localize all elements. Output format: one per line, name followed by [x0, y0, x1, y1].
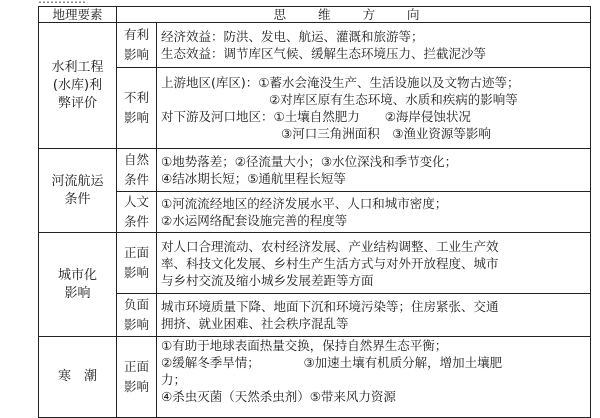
- urban-positive-row: [39, 233, 591, 294]
- water-favorable-line-2: 生态效益：调节库区气候、缓解生态环境压力、拦截泥沙等: [161, 46, 487, 61]
- cold-positive-line-3: 力；: [161, 372, 187, 387]
- water-favorable-line-1: 经济效益：防洪、发电、航运、灌溉和旅游等；: [161, 29, 424, 44]
- urban-negative-row: [39, 294, 591, 337]
- shipping-natural-line-2: ④结冰期长短；⑤通航里程长短等: [161, 171, 346, 186]
- cold-positive-line-2: ②缓解冬季旱情； ③加速土壤有机质分解，增加土壤肥: [161, 355, 503, 370]
- water-unfavorable-row: [39, 68, 591, 149]
- water-favorable-content: [157, 23, 591, 68]
- water-unfavorable-line-4: ③河口三角洲面积 ③渔业资源等影响: [281, 126, 491, 141]
- urban-positive-label-2: 影响: [123, 265, 149, 280]
- shipping-natural-row: [39, 149, 591, 192]
- water-favorable-label-2: 影响: [123, 47, 149, 62]
- urban-positive-line-1: 对人口合理流动、农村经济发展、产业结构调整、工业生产效: [161, 238, 499, 254]
- water-unfavorable-line-2: ②对库区原有生态环境、水质和疾病的影响等: [269, 92, 518, 107]
- shipping-human-label-1: 人文: [123, 194, 149, 209]
- cold-category: 寒 潮: [39, 337, 117, 418]
- cold-positive-label: [117, 337, 157, 418]
- water-favorable-label: [117, 23, 157, 68]
- urban-positive-content: [157, 233, 591, 294]
- shipping-natural-label: [117, 149, 157, 192]
- shipping-category-line-1: 河流航运: [51, 173, 104, 189]
- water-category-line-2: (水库)利: [52, 77, 103, 93]
- urban-category-line-1: 城市化: [57, 267, 97, 283]
- header-row: [39, 7, 591, 23]
- water-category-line-1: 水利工程: [51, 59, 104, 75]
- urban-negative-line-1: 城市环境质量下降、地面下沉和环境污染等；住房紧张、交通: [161, 299, 499, 314]
- cold-positive-label-2: 影响: [123, 379, 149, 394]
- water-category-line-3: 弊评价: [57, 95, 97, 111]
- urban-positive-label: [117, 233, 157, 294]
- water-unfavorable-line-3: 对下游及河口地区：①土壤自然肥力 ②海岸侵蚀状况: [161, 109, 471, 124]
- shipping-human-content: [157, 192, 591, 233]
- cold-positive-line-4: ④杀虫灭菌（天然杀虫剂）⑤带来风力资源: [161, 389, 396, 404]
- water-unfavorable-label-2: 影响: [123, 110, 149, 125]
- cold-positive-line-1: ①有助于地球表面热量交换，保持自然界生态平衡；: [161, 338, 448, 353]
- urban-negative-content: [157, 294, 591, 337]
- water-unfavorable-line-1: 上游地区(库区)：①蓄水会淹没生产、生活设施以及文物古迹等；: [161, 75, 520, 90]
- geography-thinking-table: [38, 6, 591, 418]
- urban-positive-label-1: 正面: [123, 245, 149, 260]
- shipping-human-row: [39, 192, 591, 233]
- urban-negative-line-2: 拥挤、就业困难、社会秩序混乱等: [161, 316, 349, 331]
- urban-positive-line-2: 率、科技文化发展、乡村生产生活方式与对外开放程度、城市: [161, 255, 499, 271]
- shipping-natural-content: [157, 149, 591, 192]
- header-left: 地理要素: [39, 7, 117, 23]
- cold-positive-content: [157, 337, 591, 418]
- shipping-natural-label-2: 条件: [123, 172, 149, 187]
- urban-negative-label-2: 影响: [123, 317, 149, 332]
- water-favorable-row: [39, 23, 591, 68]
- urban-negative-label: [117, 294, 157, 337]
- water-unfavorable-label: [117, 68, 157, 149]
- header-right: 思 维 方 向: [117, 7, 591, 23]
- shipping-category: [39, 149, 117, 233]
- shipping-natural-line-1: ①地势落差；②径流量大小；③水位深浅和季节变化；: [161, 154, 458, 169]
- cold-positive-label-1: 正面: [123, 359, 149, 374]
- shipping-natural-label-1: 自然: [123, 152, 149, 167]
- shipping-human-label: [117, 192, 157, 233]
- water-category: [39, 23, 117, 149]
- urban-category-line-2: 影响: [64, 285, 91, 301]
- cold-positive-row: [39, 337, 591, 418]
- urban-category: [39, 233, 117, 337]
- shipping-human-line-1: ①河流流经地区的经济发展水平、人口和城市密度；: [161, 196, 448, 211]
- urban-negative-label-1: 负面: [123, 297, 149, 312]
- water-unfavorable-label-1: 不利: [123, 90, 149, 105]
- water-unfavorable-content: [157, 68, 591, 149]
- shipping-human-line-2: ②水运网络配套设施完善的程度等: [161, 213, 348, 228]
- water-favorable-label-1: 有利: [123, 27, 149, 42]
- shipping-category-line-2: 条件: [64, 191, 91, 207]
- urban-positive-line-3: 与乡村交流及缩小城乡发展差距等方面: [161, 272, 374, 288]
- shipping-human-label-2: 条件: [123, 214, 149, 229]
